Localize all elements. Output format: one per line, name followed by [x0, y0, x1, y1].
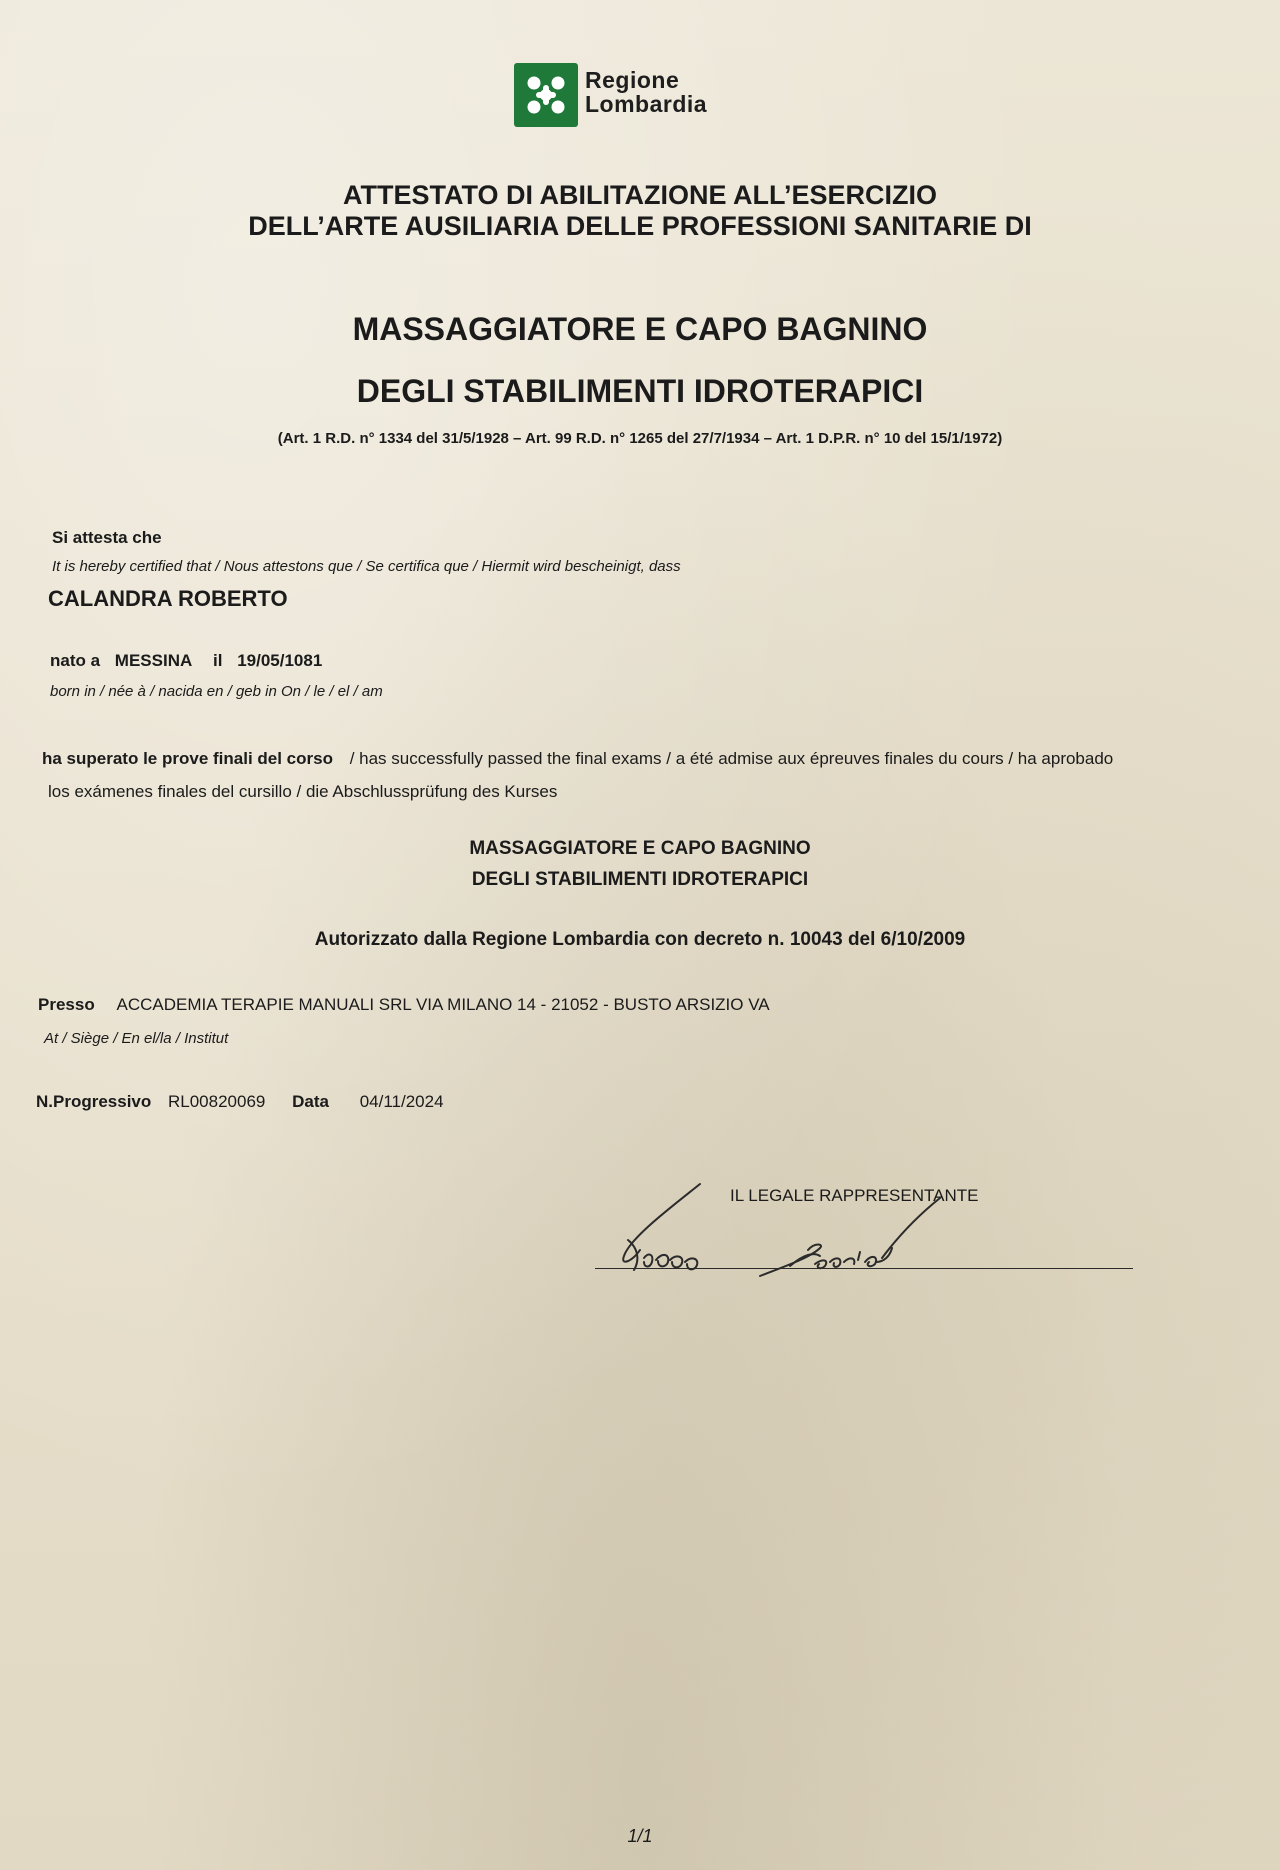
exam-translations-2: los exámenes finales del cursillo / die Abschlussprüfung des Kurses: [48, 782, 558, 801]
birth-date: 19/05/1081: [237, 651, 323, 670]
logo-line-1: Regione: [585, 67, 680, 93]
profession-line-2: DEGLI STABILIMENTI IDROTERAPICI: [356, 373, 924, 409]
progressive-label: N.Progressivo: [36, 1092, 152, 1111]
signature-line: [595, 1268, 1133, 1269]
birth-date-label: il: [213, 651, 223, 670]
page-number: 1/1: [627, 1826, 653, 1846]
institute-translations: At / Siège / En el/la / Institut: [44, 1030, 229, 1047]
legal-reference: (Art. 1 R.D. n° 1334 del 31/5/1928 – Art. 99 R.D. n° 1265 del 27/7/1934 – Art. 1 D.P.R. n° 10 del 15/1/1972): [277, 430, 1003, 447]
institute-label: Presso: [38, 995, 95, 1014]
date-value: 04/11/2024: [359, 1092, 444, 1111]
logo-wordmark: [585, 68, 707, 116]
handwritten-signature: [610, 1178, 1030, 1288]
course-title: [0, 833, 1280, 895]
profession-line-1: MASSAGGIATORE E CAPO BAGNINO: [352, 311, 928, 347]
progressive-line: [36, 1092, 444, 1112]
birth-translations: born in / née à / nacida en / geb in On / le / el / am: [50, 683, 383, 700]
heading-line-1: ATTESTATO DI ABILITAZIONE ALL’ESERCIZIO: [343, 180, 937, 210]
exam-statement: [42, 742, 1242, 808]
authorization-statement: Autorizzato dalla Regione Lombardia con decreto n. 10043 del 6/10/2009: [314, 929, 966, 950]
logo-line-2: Lombardia: [585, 91, 708, 117]
progressive-value: RL00820069: [168, 1092, 266, 1111]
regione-lombardia-logo-icon: [514, 63, 578, 127]
exam-label: ha superato le prove finali del corso: [42, 749, 333, 768]
birth-place: MESSINA: [114, 651, 193, 670]
course-line-2: DEGLI STABILIMENTI IDROTERAPICI: [471, 869, 809, 890]
holder-name: CALANDRA ROBERTO: [48, 586, 288, 611]
attestation-translations: It is hereby certified that / Nous attestons que / Se certifica que / Hiermit wird bescheinigt, dass: [52, 558, 681, 575]
institute-line: [38, 995, 770, 1015]
rosa-camuna-icon: [514, 63, 578, 127]
institute-value: ACCADEMIA TERAPIE MANUALI SRL VIA MILANO 14 - 21052 - BUSTO ARSIZIO VA: [116, 995, 770, 1014]
exam-translations-1: / has successfully passed the final exams / a été admise aux épreuves finales du cours / ha aprobado: [349, 749, 1114, 768]
attestation-label: Si attesta che: [52, 528, 162, 547]
heading-line-2: DELL’ARTE AUSILIARIA DELLE PROFESSIONI SANITARIE DI: [248, 211, 1032, 241]
date-label: Data: [292, 1092, 329, 1111]
certificate-heading: [0, 180, 1280, 242]
profession-title: [0, 298, 1280, 422]
born-label: nato a: [50, 651, 101, 670]
course-line-1: MASSAGGIATORE E CAPO BAGNINO: [469, 838, 811, 859]
birth-line: [50, 651, 332, 671]
legal-representative-title: IL LEGALE RAPPRESENTANTE: [730, 1186, 979, 1205]
